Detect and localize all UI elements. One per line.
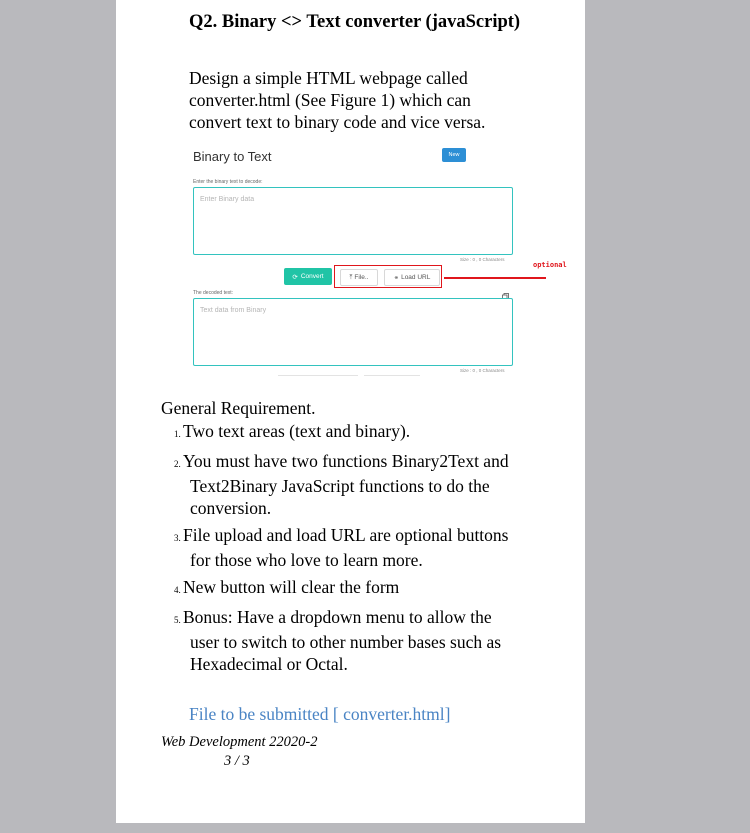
requirement-number: 4. [174, 585, 181, 595]
requirement-item [174, 524, 544, 571]
requirement-item [174, 420, 544, 445]
upload-icon: ⤒ [349, 273, 353, 281]
requirement-number: 5. [174, 615, 181, 625]
cropped-button-edge [364, 375, 420, 376]
document-page [116, 0, 585, 823]
requirement-item [174, 606, 544, 675]
requirement-item [174, 450, 544, 519]
figure-converter-screenshot [188, 143, 578, 379]
link-icon: ⚭ [393, 274, 400, 282]
new-button[interactable]: New [442, 148, 466, 162]
requirements-heading: General Requirement. [161, 398, 316, 418]
output-size-counter: Size : 0 , 0 Characters [460, 368, 505, 373]
refresh-icon: ⟳ [292, 273, 298, 281]
requirement-text-continued: Text2Binary JavaScript functions to do the conversion. [190, 476, 490, 518]
requirement-number: 3. [174, 533, 181, 543]
requirement-number: 2. [174, 459, 181, 469]
app-title: Binary to Text [193, 149, 272, 164]
text-output-textarea[interactable] [193, 298, 513, 366]
requirement-text: You must have two functions Binary2Text and [183, 451, 509, 471]
submission-note: File to be submitted [ converter.html] [189, 704, 451, 724]
cropped-button-edge [278, 375, 358, 376]
convert-button[interactable] [284, 268, 332, 285]
footer-course: Web Development 22020-2 [161, 734, 318, 750]
requirement-text: Two text areas (text and binary). [183, 421, 411, 441]
input-size-counter: Size : 0 , 0 Characters [460, 257, 505, 262]
convert-button-label: Convert [300, 273, 324, 280]
requirement-text: File upload and load URL are optional buttons [183, 525, 509, 545]
copy-icon[interactable] [502, 288, 508, 295]
file-button-label: File.. [354, 274, 369, 281]
requirement-item [174, 576, 544, 601]
optional-pointer-line [444, 277, 546, 279]
binary-input-textarea[interactable] [193, 187, 513, 255]
optional-highlight-box [334, 265, 442, 288]
optional-annotation: optional [533, 261, 567, 269]
requirement-text-continued: user to switch to other number bases such as Hexadecimal or Octal. [190, 632, 502, 674]
requirement-text-continued: for those who love to learn more. [190, 550, 423, 570]
requirement-text: Bonus: Have a dropdown menu to allow the [183, 607, 492, 627]
binary-input-placeholder: Enter Binary data [200, 196, 255, 203]
page-number: 3 / 3 [224, 753, 250, 769]
question-title: Q2. Binary <> Text converter (javaScript) [189, 12, 521, 32]
requirement-number: 1. [174, 429, 181, 439]
input-label: Enter the binary text to decode: [193, 179, 263, 185]
output-label: The decoded text: [193, 290, 234, 296]
requirement-text: New button will clear the form [183, 577, 400, 597]
load-url-button-label: Load URL [401, 274, 431, 281]
question-description: Design a simple HTML webpage called converter.html (See Figure 1) which can convert text to binary code and vice versa. [189, 68, 486, 132]
text-output-placeholder: Text data from Binary [200, 307, 267, 314]
